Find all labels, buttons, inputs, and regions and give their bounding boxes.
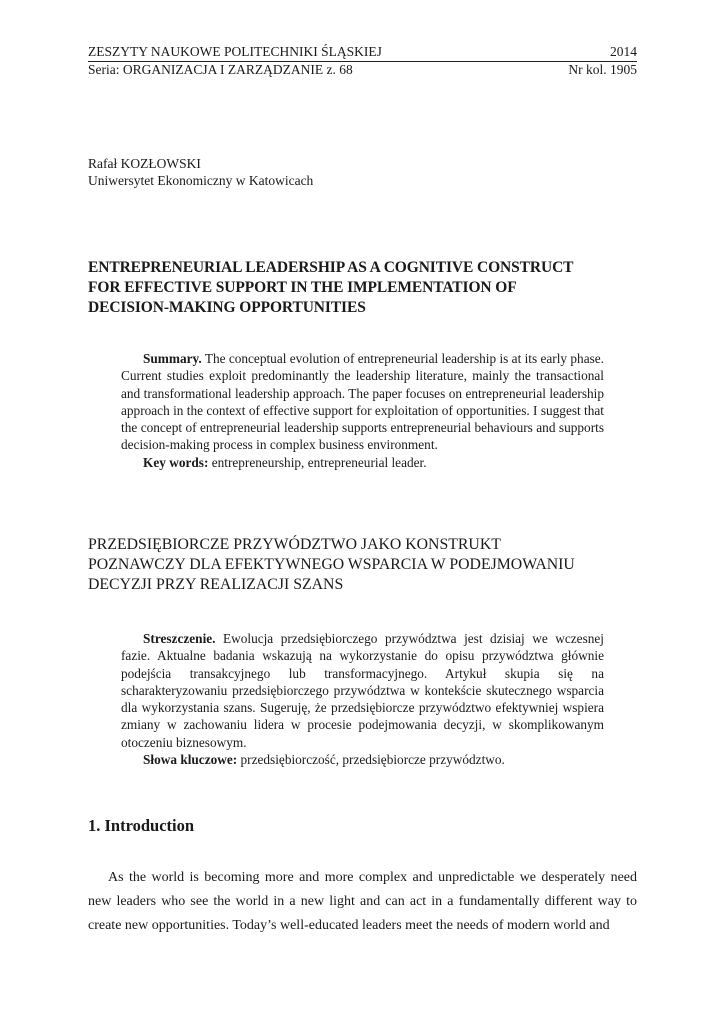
author-block	[88, 155, 313, 189]
author-name: Rafał KOZŁOWSKI	[88, 156, 201, 171]
title-polish	[88, 535, 648, 595]
streszczenie-text: Ewolucja przedsiębiorczego przywództwa jest dzisiaj we wczesnej fazie. Aktualne badania wskazują na wykorzystanie do opisu przywództwa głównie podejścia transakcyjnego lub transformacyjnego. Artykuł skupia się na scharakteryzowaniu przedsiębiorczego przywództwa w kontekście skutecznego wsparcia dla wykorzystania szans. Sugeruję, że przedsiębiorcze przywództwo efektywniej wspiera zmiany w zachowaniu lidera w procesie podejmowania decyzji, w skomplikowanym otoczeniu biznesowym.	[121, 631, 604, 750]
streszczenie-paragraph	[121, 630, 604, 751]
slowa-kluczowe-line	[121, 751, 604, 768]
author-affiliation: Uniwersytet Ekonomiczny w Katowicach	[88, 173, 314, 188]
body-text	[88, 866, 637, 938]
abstract-polish	[121, 630, 604, 768]
keywords-text: entrepreneurship, entrepreneurial leader.	[211, 454, 427, 470]
journal-name: ZESZYTY NAUKOWE POLITECHNIKI ŚLĄSKIEJ	[88, 44, 382, 59]
title-polish-line: POZNAWCZY DLA EFEKTYWNEGO WSPARCIA W PODEJMOWANIU	[88, 556, 575, 573]
journal-issue: Nr kol. 1905	[568, 62, 637, 77]
title-polish-line: DECYZJI PRZY REALIZACJI SZANS	[88, 576, 344, 593]
abstract-english	[121, 350, 604, 471]
title-english-line: DECISION-MAKING OPPORTUNITIES	[88, 299, 366, 316]
title-english-line: ENTREPRENEURIAL LEADERSHIP AS A COGNITIVE CONSTRUCT	[88, 259, 574, 276]
title-english	[88, 258, 648, 318]
streszczenie-label: Streszczenie.	[143, 631, 216, 646]
keywords-line	[121, 454, 604, 471]
keywords-label: Key words:	[143, 454, 209, 470]
summary-text: The conceptual evolution of entrepreneurial leadership is at its early phase. Current studies exploit predominantly the leadership literature, mainly the transactional and transformational leadership approach. The paper focuses on entrepreneurial leadership approach in the context of effective support for exploitation of opportunities. I suggest that the concept of entrepreneurial leadership supports entrepreneurial behaviours and supports decision-making process in complex business environment.	[121, 351, 604, 453]
slowa-kluczowe-text: przedsiębiorczość, przedsiębiorcze przywództwo.	[240, 752, 505, 768]
section-heading-introduction: 1. Introduction	[88, 816, 195, 835]
introduction-paragraph: As the world is becoming more and more complex and unpredictable we desperately need new leaders who see the world in a new light and can act in a fundamentally different way to create new opportunities. Today’s well-educated leaders meet the needs of modern world and	[88, 870, 637, 933]
title-english-line: FOR EFFECTIVE SUPPORT IN THE IMPLEMENTATION OF	[88, 279, 517, 296]
summary-label: Summary.	[143, 351, 202, 366]
title-polish-line: PRZEDSIĘBIORCZE PRZYWÓDZTWO JAKO KONSTRUKT	[88, 536, 501, 553]
journal-series: Seria: ORGANIZACJA I ZARZĄDZANIE z. 68	[88, 62, 353, 77]
slowa-kluczowe-label: Słowa kluczowe:	[143, 752, 238, 768]
journal-year: 2014	[610, 44, 637, 59]
summary-paragraph	[121, 350, 604, 454]
